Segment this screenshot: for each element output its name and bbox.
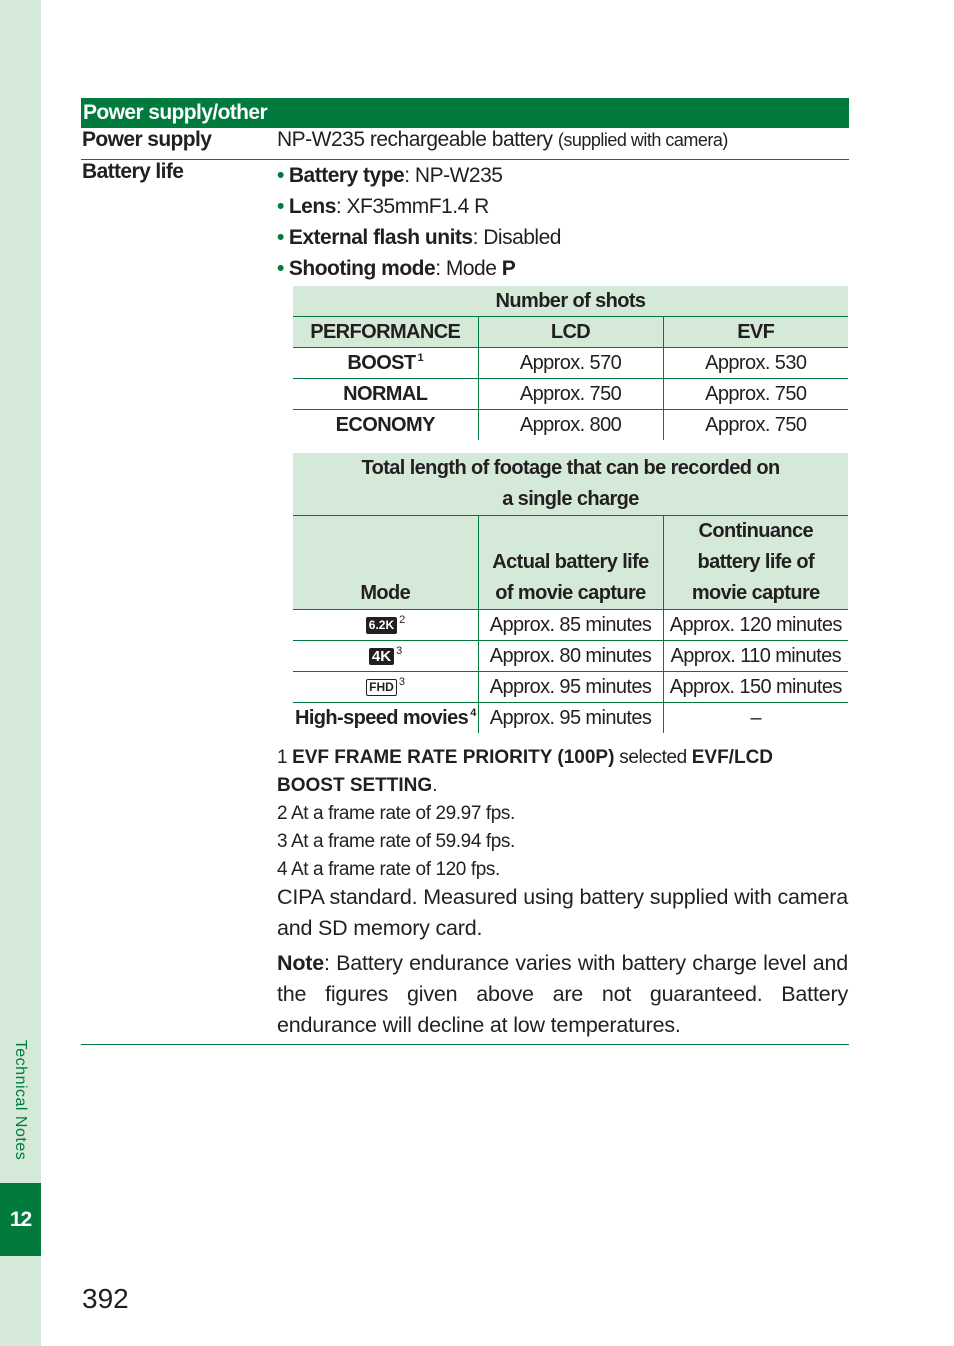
condition-value-bold: P	[501, 257, 516, 280]
footnote-menu-item: EVF FRAME RATE PRIORITY (100P)	[292, 747, 615, 768]
movie-4k-icon: 4K	[369, 648, 394, 665]
divider	[81, 1044, 849, 1045]
row-header	[293, 348, 478, 379]
mode-label: BOOST	[347, 351, 416, 374]
condition-value: : XF35mmF1.4 R	[335, 195, 489, 218]
col-header-mode: Mode	[293, 516, 478, 610]
col-header: LCD	[478, 317, 663, 348]
header-line: of movie capture	[495, 582, 646, 604]
bullet-icon: •	[277, 164, 284, 187]
footnote-2: 2 At a frame rate of 29.97 fps.	[277, 803, 515, 824]
list-item	[277, 160, 561, 191]
footnote-text: .	[432, 775, 438, 796]
table-cell: Approx. 530	[663, 348, 848, 379]
mode-label: High-speed movies	[295, 706, 469, 729]
col-header-actual	[478, 516, 663, 610]
table-cell: Approx. 120 minutes	[663, 610, 848, 641]
condition-key: External flash units	[288, 226, 473, 249]
bullet-icon: •	[277, 226, 284, 249]
note-paragraph	[277, 948, 848, 1041]
list-item	[277, 253, 561, 284]
battery-conditions-list	[277, 160, 561, 284]
col-header: EVF	[663, 317, 848, 348]
movie-table	[293, 453, 848, 733]
list-item	[277, 222, 561, 253]
table-row	[293, 379, 848, 410]
movie-table-title	[293, 453, 848, 516]
movie-6-2k-icon: 6.2K	[366, 617, 397, 634]
table-cell: Approx. 95 minutes	[478, 672, 663, 703]
condition-key: Battery type	[288, 164, 405, 187]
table-row	[293, 641, 848, 672]
shots-table-title: Number of shots	[293, 286, 848, 317]
row-header	[293, 703, 478, 734]
condition-key: Shooting mode	[288, 257, 436, 280]
footnote-text: selected	[614, 747, 692, 768]
header-line: battery life of	[697, 551, 815, 573]
condition-value: : NP-W235	[404, 164, 503, 187]
col-header-continuous	[663, 516, 848, 610]
condition-value: : Mode	[435, 257, 502, 280]
table-row	[293, 610, 848, 641]
table-cell: Approx. 570	[478, 348, 663, 379]
bullet-icon: •	[277, 257, 284, 280]
section-title: Power supply/other	[81, 98, 849, 128]
table-cell: Approx. 80 minutes	[478, 641, 663, 672]
table-cell: Approx. 150 minutes	[663, 672, 848, 703]
row-header	[293, 641, 478, 672]
sidebar	[0, 0, 41, 1346]
page-number: 392	[82, 1283, 129, 1314]
footnote-number: 1	[277, 747, 288, 768]
table-cell: Approx. 800	[478, 410, 663, 441]
table-cell: Approx. 95 minutes	[478, 703, 663, 734]
row-header	[293, 672, 478, 703]
footnotes	[277, 744, 849, 884]
table-cell: Approx. 750	[478, 379, 663, 410]
section-side-label: Technical Notes	[12, 1039, 29, 1161]
note-text: : Battery endurance varies with battery charge level and the figures given above are not guaranteed. Battery endurance will decline at low temperatures.	[277, 951, 848, 1037]
row-header: NORMAL	[293, 379, 478, 410]
footnote-ref: 4	[470, 706, 476, 719]
footnote-ref: 3	[396, 644, 402, 657]
condition-value: : Disabled	[472, 226, 561, 249]
table-row	[293, 703, 848, 734]
table-cell: Approx. 85 minutes	[478, 610, 663, 641]
power-supply-text: NP-W235 rechargeable battery	[277, 128, 553, 151]
footnote-ref: 3	[398, 675, 405, 688]
shots-table	[293, 286, 848, 440]
table-row	[293, 348, 848, 379]
bullet-icon: •	[277, 195, 284, 218]
battery-life-label: Battery life	[82, 160, 184, 183]
footnote-3: 3 At a frame rate of 59.94 fps.	[277, 831, 515, 852]
power-supply-label: Power supply	[82, 128, 212, 151]
table-row	[293, 410, 848, 441]
table-cell: Approx. 750	[663, 379, 848, 410]
chapter-tab: 12	[0, 1183, 41, 1256]
movie-table-title-line: Total length of footage that can be recorded on	[361, 457, 780, 479]
table-row	[293, 672, 848, 703]
header-line: Actual battery life	[492, 551, 649, 573]
footnote-menu-item: BOOST SETTING	[277, 775, 433, 796]
footnote-4: 4 At a frame rate of 120 fps.	[277, 859, 500, 880]
row-header	[293, 610, 478, 641]
condition-key: Lens	[288, 195, 336, 218]
note-label: Note	[277, 951, 324, 975]
header-line: movie capture	[691, 582, 820, 604]
header-line: Continuance	[698, 520, 814, 542]
row-header: ECONOMY	[335, 413, 435, 436]
power-supply-note: (supplied with camera)	[557, 130, 728, 150]
power-supply-value	[277, 128, 728, 152]
table-cell: –	[663, 703, 848, 734]
footnote-menu-item: EVF/LCD	[691, 747, 774, 768]
table-cell: Approx. 750	[663, 410, 848, 441]
table-cell: Approx. 110 minutes	[663, 641, 848, 672]
footnote-1-cont	[277, 772, 849, 800]
list-item	[277, 191, 561, 222]
footnote-ref: 1	[417, 351, 424, 364]
footnote-ref: 2	[399, 613, 405, 626]
col-header: PERFORMANCE	[293, 317, 478, 348]
cipa-paragraph: CIPA standard. Measured using battery supplied with camera and SD memory card.	[277, 885, 848, 940]
movie-table-title-line: a single charge	[502, 488, 639, 510]
movie-fhd-icon: FHD	[366, 679, 397, 696]
footnote-1	[277, 744, 849, 772]
